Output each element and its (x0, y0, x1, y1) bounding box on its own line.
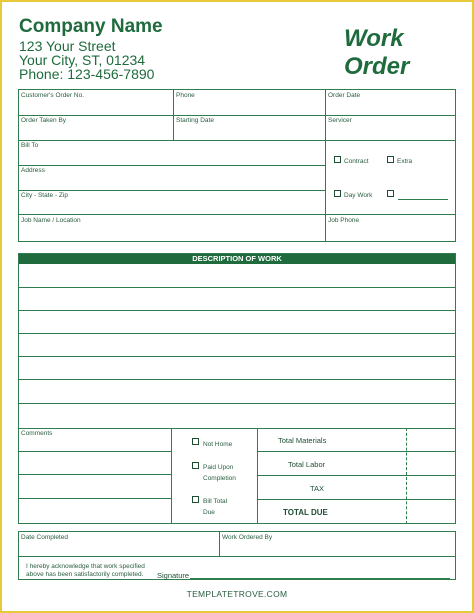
description-row-line (18, 287, 456, 288)
servicer-label: Servicer (328, 117, 352, 124)
info-grid-line (18, 140, 456, 141)
info-grid-divider (173, 89, 174, 140)
contract-label: Contract (344, 158, 369, 165)
order-date-label: Order Date (328, 92, 361, 99)
signoff-divider (219, 531, 220, 556)
company-phone: Phone: 123-456-7890 (19, 66, 155, 82)
not-home-label: Not Home (203, 441, 233, 448)
other-checkbox[interactable] (387, 190, 394, 197)
signoff-row-line (18, 556, 456, 557)
tax-label: TAX (310, 484, 325, 493)
date-completed-label: Date Completed (21, 534, 68, 541)
description-row-line (18, 356, 456, 357)
bill-to-label: Bill To (21, 142, 39, 149)
day-work-checkbox[interactable] (334, 190, 341, 197)
signature-line[interactable] (190, 578, 450, 579)
footer-text: TEMPLATETROVE.COM (186, 589, 288, 599)
paid-upon-completion-checkbox[interactable] (192, 462, 199, 469)
totals-divider (257, 428, 258, 524)
acknowledge-line-2: above has been satisfactorily completed. (26, 571, 144, 578)
acknowledge-line-1: I hereby acknowledge that work specified (26, 563, 145, 570)
totals-dashed-divider (406, 428, 407, 524)
company-name: Company Name (19, 16, 163, 37)
contract-checkbox[interactable] (334, 156, 341, 163)
title-work: Work (344, 25, 404, 52)
due-label: Due (203, 509, 215, 516)
phone-label: Phone (176, 92, 195, 99)
info-grid-line (18, 165, 325, 166)
total-materials-label: Total Materials (278, 436, 327, 445)
bill-total-due-checkbox[interactable] (192, 496, 199, 503)
description-row-line (18, 310, 456, 311)
total-due-label: TOTAL DUE (283, 508, 328, 517)
info-grid-line (18, 214, 456, 215)
address-label: Address (21, 167, 45, 174)
paid-upon-label: Paid Upon (203, 464, 234, 471)
city-state-zip-label: City - State - Zip (21, 192, 68, 199)
job-name-location-label: Job Name / Location (21, 217, 81, 224)
extra-checkbox[interactable] (387, 156, 394, 163)
totals-row-line (257, 499, 456, 500)
description-row-line (18, 379, 456, 380)
comments-divider (171, 428, 172, 524)
totals-row-line (257, 451, 456, 452)
description-row-line (18, 403, 456, 404)
info-grid-divider (325, 89, 326, 242)
signature-label: Signature (157, 571, 190, 580)
order-taken-by-label: Order Taken By (21, 117, 67, 124)
job-phone-label: Job Phone (328, 217, 360, 224)
work-ordered-by-label: Work Ordered By (222, 534, 273, 541)
totals-row-line (257, 475, 456, 476)
info-grid-line (18, 190, 325, 191)
title-order: Order (344, 53, 410, 80)
info-grid-line (18, 115, 456, 116)
comments-row-line (18, 498, 171, 499)
total-labor-label: Total Labor (288, 460, 326, 469)
bill-total-label: Bill Total (203, 498, 228, 505)
extra-label: Extra (397, 158, 413, 165)
comments-row-line (18, 474, 171, 475)
day-work-label: Day Work (344, 192, 373, 199)
description-header: DESCRIPTION OF WORK (18, 253, 456, 264)
comments-row-line (18, 451, 171, 452)
other-fill-line[interactable] (398, 199, 448, 200)
not-home-checkbox[interactable] (192, 438, 199, 445)
comments-label: Comments (21, 430, 53, 437)
completion-label: Completion (203, 475, 236, 482)
company-city: Your City, ST, 01234 (19, 52, 146, 68)
company-street: 123 Your Street (19, 38, 116, 54)
description-row-line (18, 333, 456, 334)
comments-totals-table (18, 428, 456, 524)
starting-date-label: Starting Date (176, 117, 214, 124)
customer-order-no-label: Customer's Order No. (21, 92, 85, 99)
